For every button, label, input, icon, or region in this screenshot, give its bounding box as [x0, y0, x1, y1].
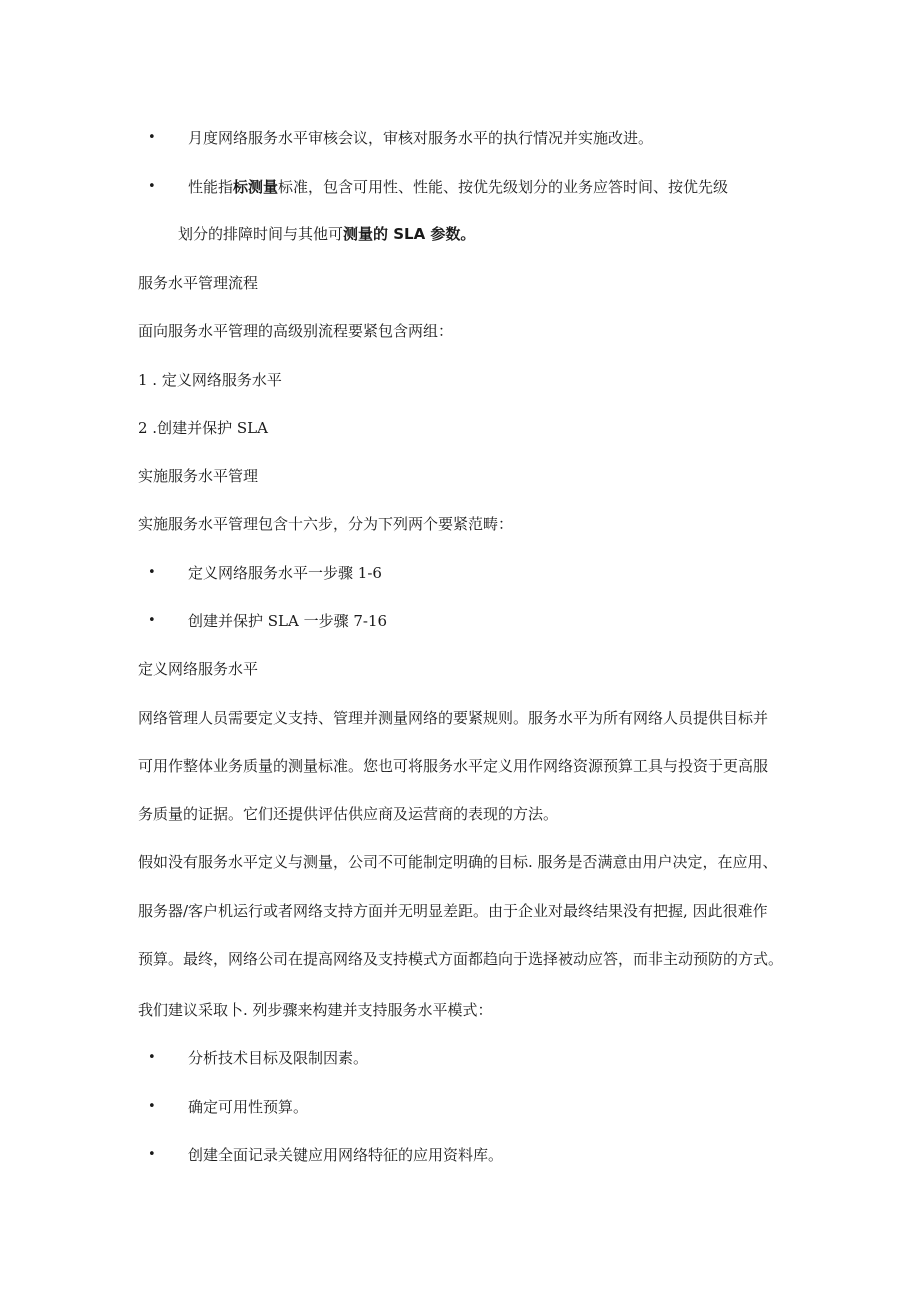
bullet-icon: •: [148, 130, 156, 145]
numbered-item: 1 . 定义网络服务水平: [138, 371, 282, 389]
list-item-continuation: [178, 224, 475, 244]
bold-text: 标测量: [233, 178, 279, 196]
text-run: 性能指: [188, 178, 234, 196]
paragraph-line: 假如没有服务水平定义与测量，公司不可能制定明确的目标. 服务是否满意由用户决定，在应用、: [138, 853, 778, 871]
paragraph-line: 预算。最终，网络公司在提高网络及支持模式方面都趋向于选择被动应答，而非主动预防的方式。: [138, 950, 784, 968]
section-heading: 定义网络服务水平: [138, 660, 259, 678]
paragraph: 实施服务水平管理包含十六步，分为下列两个要紧范畴：: [138, 515, 514, 533]
bold-text: 测量的 SLA 参数。: [343, 225, 476, 243]
bullet-icon: •: [148, 1050, 156, 1065]
list-item: 创建并保护 SLA 一步骤 7-16: [188, 612, 388, 630]
paragraph-line: 服务器/客户机运行或者网络支持方面并无明显差距。由于企业对最终结果没有把握, 因此很难作: [138, 902, 768, 920]
numbered-item: 2 .创建并保护 SLA: [138, 419, 268, 437]
paragraph-line: 网络管理人员需要定义支持、管理并测量网络的要紧规则。服务水平为所有网络人员提供目标并: [138, 709, 769, 727]
section-heading: 服务水平管理流程: [138, 274, 259, 292]
bullet-icon: •: [148, 565, 156, 580]
bullet-icon: •: [148, 1147, 156, 1162]
text-run: 划分的排障时间与其他可: [178, 225, 344, 243]
list-item: 分析技术目标及限制因素。: [188, 1049, 369, 1067]
list-item: 定义网络服务水平一步骤 1-6: [188, 564, 382, 582]
bullet-icon: •: [148, 179, 156, 194]
bullet-icon: •: [148, 613, 156, 628]
text-run: 标准，包含可用性、性能、按优先级划分的业务应答时间、按优先级: [278, 178, 729, 196]
paragraph-line: 可用作整体业务质量的测量标准。您也可将服务水平定义用作网络资源预算工具与投资于更高服: [138, 757, 769, 775]
bullet-icon: •: [148, 1099, 156, 1114]
paragraph: 我们建议采取卜. 列步骤来构建并支持服务水平模式：: [138, 1001, 493, 1019]
section-heading: 实施服务水平管理: [138, 467, 259, 485]
list-item: 月度网络服务水平审核会议，审核对服务水平的执行情况并实施改进。: [188, 129, 654, 147]
paragraph: 面向服务水平管理的高级别流程要紧包含两组：: [138, 322, 454, 340]
list-item: [188, 177, 728, 197]
list-item: 确定可用性预算。: [188, 1098, 309, 1116]
paragraph-line: 务质量的证据。它们还提供评估供应商及运营商的表现的方法。: [138, 805, 559, 823]
list-item: 创建全面记录关键应用网络特征的应用资料库。: [188, 1146, 504, 1164]
